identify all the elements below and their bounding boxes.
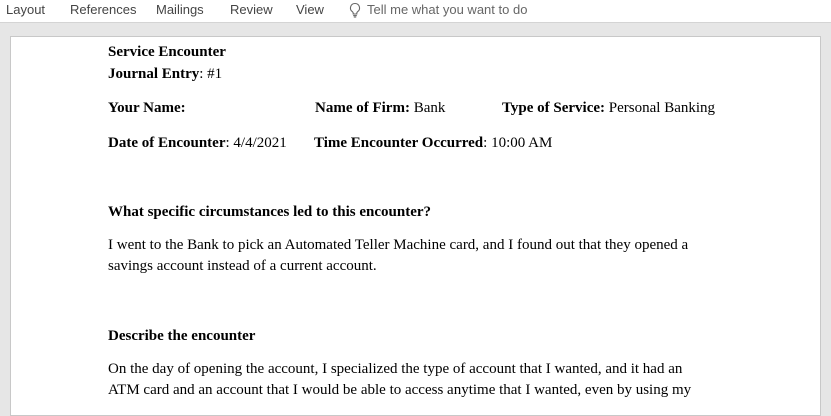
your-name-field — [108, 99, 186, 117]
date-value: : 4/4/2021 — [225, 135, 287, 151]
answer-circumstances-line-2: savings account instead of a current account. — [108, 258, 377, 274]
answer-describe-line-1: On the day of opening the account, I specialized the type of account that I wanted, and it had an — [108, 361, 683, 377]
time-encounter-field — [314, 134, 552, 152]
journal-entry-value: : #1 — [199, 66, 223, 82]
date-label: Date of Encounter — [108, 135, 226, 151]
time-value: : 10:00 AM — [483, 135, 553, 151]
service-type-field — [502, 99, 715, 117]
firm-name-label: Name of Firm: — [315, 100, 410, 116]
date-of-encounter-field — [108, 134, 287, 152]
document-page[interactable] — [10, 36, 821, 416]
your-name-label: Your Name: — [108, 100, 186, 116]
tab-layout[interactable]: Layout — [6, 2, 46, 17]
ribbon-tab-bar — [0, 0, 831, 23]
journal-entry-label: Journal Entry — [108, 66, 200, 82]
lightbulb-icon — [348, 2, 362, 18]
tell-me-placeholder: Tell me what you want to do — [367, 2, 528, 17]
service-type-value: Personal Banking — [605, 100, 716, 116]
service-encounter-heading: Service Encounter — [108, 44, 226, 60]
answer-circumstances-line-1: I went to the Bank to pick an Automated Teller Machine card, and I found out that they opened a — [108, 237, 689, 253]
document-canvas — [0, 23, 831, 404]
time-label: Time Encounter Occurred — [314, 135, 484, 151]
answer-describe — [108, 359, 748, 401]
question-circumstances: What specific circumstances led to this encounter? — [108, 204, 432, 220]
answer-describe-line-2: ATM card and an account that I would be able to access anytime that I wanted, even by using my — [108, 382, 692, 398]
tab-review[interactable]: Review — [230, 2, 273, 17]
question-describe: Describe the encounter — [108, 328, 256, 344]
firm-name-value: Bank — [409, 100, 446, 116]
tab-view[interactable]: View — [296, 2, 324, 17]
firm-name-field — [315, 99, 445, 117]
tab-mailings[interactable]: Mailings — [156, 2, 204, 17]
answer-circumstances — [108, 235, 748, 277]
tab-references[interactable]: References — [70, 2, 137, 17]
tell-me-search[interactable] — [348, 2, 527, 18]
journal-entry-line — [108, 65, 222, 83]
service-type-label: Type of Service: — [502, 100, 606, 116]
